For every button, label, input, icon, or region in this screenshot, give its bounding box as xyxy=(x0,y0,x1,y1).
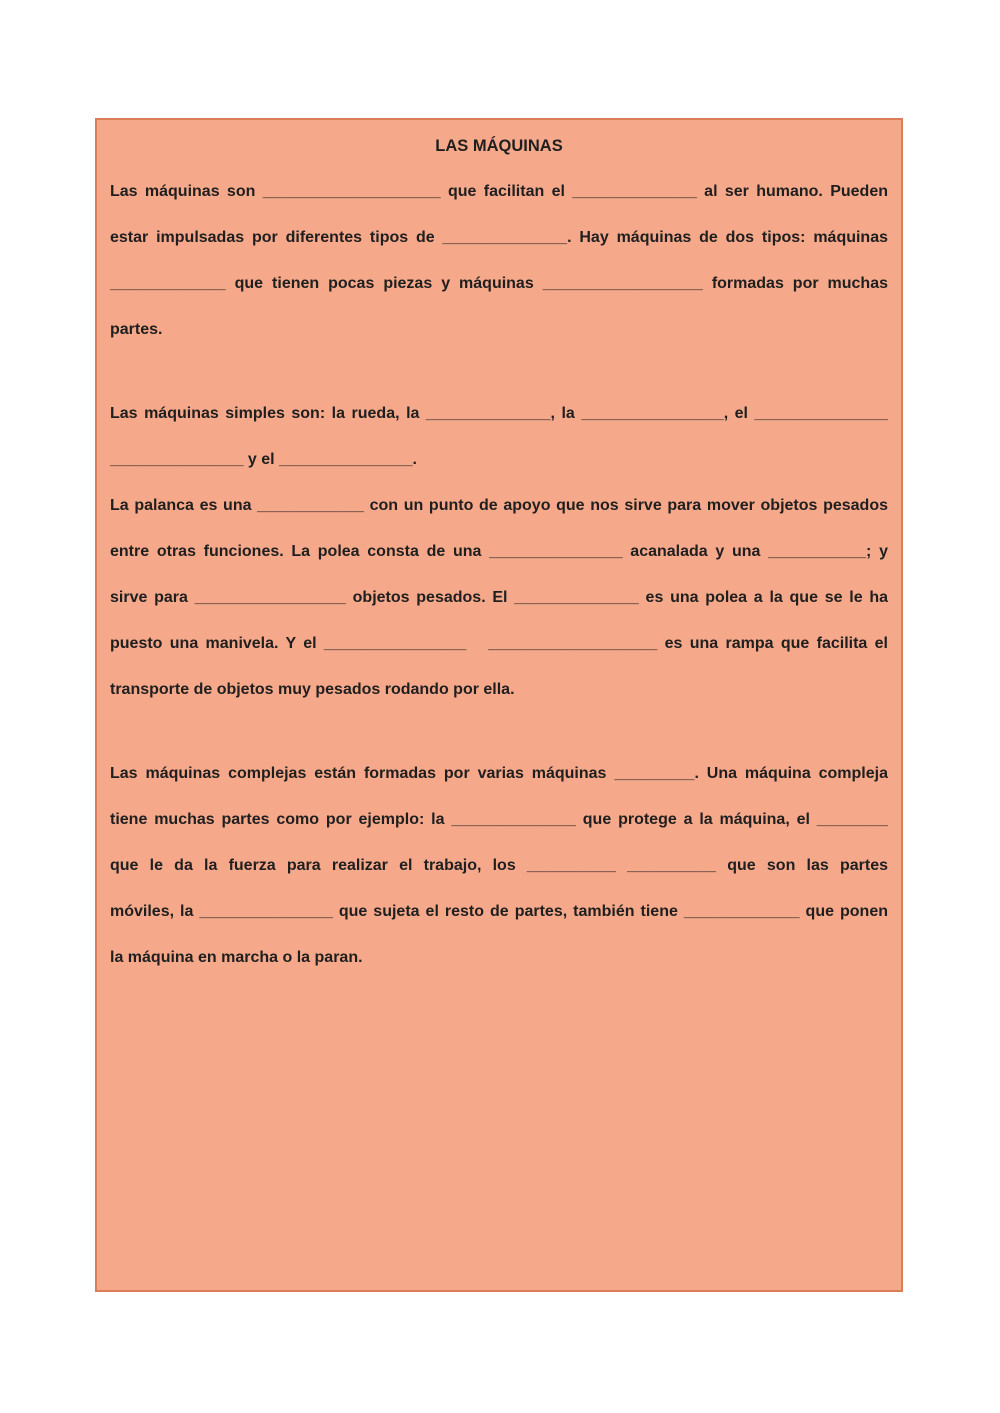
text-line: tiene muchas partes como por ejemplo: la ______________ que protege a la máquina, el ________ xyxy=(110,811,888,828)
text-line: móviles, la _______________ que sujeta el resto de partes, también tiene _____________ que ponen xyxy=(110,903,888,920)
text-line: que le da la fuerza para realizar el trabajo, los __________ __________ que son las partes xyxy=(110,857,888,874)
paragraph-machines-intro xyxy=(110,169,888,353)
text-line: estar impulsadas por diferentes tipos de ______________. Hay máquinas de dos tipos: máquinas xyxy=(110,229,888,246)
text-line: Las máquinas simples son: la rueda, la ______________, la ________________, el _______________ xyxy=(110,405,888,422)
text-line: Las máquinas complejas están formadas por varias máquinas _________. Una máquina compleja xyxy=(110,765,888,782)
paragraph-lever-pulley xyxy=(110,483,888,713)
text-line: La palanca es una ____________ con un punto de apoyo que nos sirve para mover objetos pesados xyxy=(110,497,888,514)
worksheet-title: LAS MÁQUINAS xyxy=(435,137,563,155)
text-line: transporte de objetos muy pesados rodando por ella. xyxy=(110,681,515,698)
text-line: _____________ que tienen pocas piezas y máquinas __________________ formadas por muchas xyxy=(110,275,888,292)
text-line: _______________ y el _______________. xyxy=(110,451,417,468)
paragraph-complex-machines xyxy=(110,751,888,981)
worksheet-box xyxy=(95,118,903,1292)
text-line: Las máquinas son ____________________ que facilitan el ______________ al ser humano. Pueden xyxy=(110,183,888,200)
text-line: sirve para _________________ objetos pesados. El ______________ es una polea a la que se le ha xyxy=(110,589,888,606)
text-line: la máquina en marcha o la paran. xyxy=(110,949,363,966)
paragraph-simple-machines xyxy=(110,391,888,483)
text-line: puesto una manivela. Y el ________________ ___________________ es una rampa que facilita el xyxy=(110,635,888,652)
text-line: partes. xyxy=(110,321,163,338)
text-line: entre otras funciones. La polea consta de una _______________ acanalada y una ___________; y xyxy=(110,543,888,560)
